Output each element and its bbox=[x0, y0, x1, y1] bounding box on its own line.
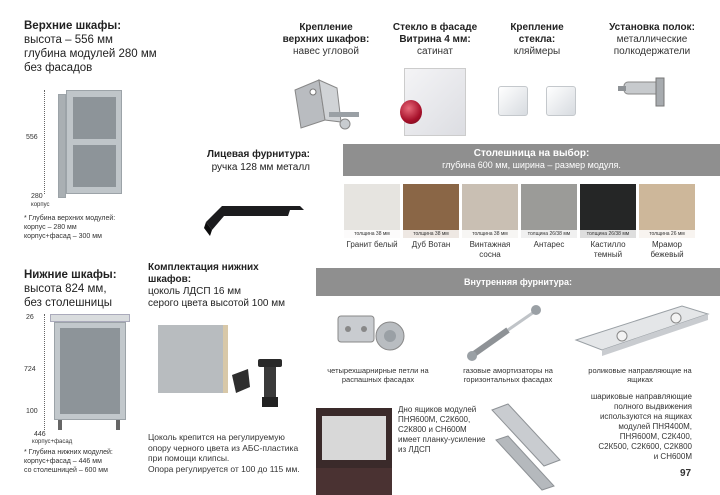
countertop-swatch bbox=[403, 184, 459, 238]
lower-extra: без столешницы bbox=[24, 297, 113, 309]
hinge-image bbox=[330, 302, 410, 362]
gas-strut-image bbox=[464, 302, 554, 362]
swatch-label: Винтажная сосна bbox=[469, 240, 511, 259]
countertop-swatch bbox=[521, 184, 577, 238]
gas-strut-caption: газовые амортизаторы на горизонтальных фасадах bbox=[463, 366, 553, 384]
hinges-caption: четырехшарнирные петли на распашных фасадах bbox=[327, 366, 429, 384]
swatch-label: Дуб Вотан bbox=[411, 240, 451, 249]
handle-caption: Лицевая фурнитура: ручка 128 мм металл bbox=[207, 149, 310, 173]
upper-height: высота – 556 мм bbox=[24, 34, 113, 46]
mount-upper-caption: Крепление верхних шкафов: навес угловой bbox=[282, 22, 370, 57]
upper-dim-height: 556 bbox=[26, 134, 38, 141]
upper-cabinet-image bbox=[66, 90, 122, 194]
drawer-note: Дно ящиков модулей ПНЯ600М, С2К600, С2К800 и СН600М имеет планку-усиление из ЛДСП bbox=[398, 405, 486, 454]
upper-dim-depth-label: корпус bbox=[31, 202, 50, 208]
swatch-thickness: толщина 38 мм bbox=[403, 230, 459, 238]
roller-runner-image bbox=[572, 300, 712, 360]
upper-cabinet-info bbox=[24, 19, 157, 75]
rollers-caption: роликовые направляющие на ящиках bbox=[588, 366, 692, 384]
ball-runner-note: шариковые направляющие полного выдвижения используются на ящиках модулей ПНЯ400М, ПНЯ600М, С2К400, С2К500, С2К600, С2К800 и СН600М bbox=[590, 392, 692, 461]
adjustable-foot-image bbox=[228, 355, 298, 415]
swatch-label: Мрамор бежевый bbox=[650, 240, 684, 259]
corner-hanger-image bbox=[285, 70, 365, 135]
swatch-label: Гранит белый bbox=[346, 240, 398, 249]
clamp-image-2 bbox=[546, 86, 576, 116]
countertop-swatch bbox=[580, 184, 636, 238]
plinth-board-image bbox=[158, 325, 228, 393]
swatch-thickness: толщина 38 мм bbox=[462, 230, 518, 238]
knob-icon bbox=[400, 100, 422, 124]
lower-dim-depth: 446 bbox=[34, 431, 46, 438]
swatch-thickness: толщина 38 мм bbox=[344, 230, 400, 238]
shelf-caption: Установка полок: металлические полкодержатели bbox=[609, 22, 695, 57]
clamp-image-1 bbox=[498, 86, 528, 116]
lower-dim-depth-label: корпус+фасад bbox=[32, 439, 73, 445]
page-number: 97 bbox=[680, 468, 692, 479]
lower-cabinet-info bbox=[24, 268, 117, 310]
swatch-label: Антарес bbox=[533, 240, 565, 249]
upper-depth: глубина модулей 280 мм bbox=[24, 48, 157, 60]
swatch-thickness: толщина 26 мм bbox=[639, 230, 695, 238]
glass-mount-caption: Крепление стекла: кляймеры bbox=[510, 22, 564, 57]
glass-caption: Стекло в фасаде Витрина 4 мм: сатинат bbox=[392, 22, 478, 57]
lower-height: высота 824 мм, bbox=[24, 283, 107, 295]
upper-notes: * Глубина верхних модулей: корпус – 280 мм корпус+фасад – 300 мм bbox=[24, 215, 116, 240]
ball-runner-image bbox=[488, 400, 564, 495]
lower-notes: * Глубина нижних модулей: корпус+фасад – 446 мм со столешницей – 600 мм bbox=[24, 449, 113, 474]
lower-dim-top: 26 bbox=[26, 314, 34, 321]
drawer-image bbox=[316, 392, 392, 495]
lower-cabinet-image bbox=[50, 314, 130, 430]
upper-facades: без фасадов bbox=[24, 62, 93, 74]
handle-image bbox=[200, 196, 310, 246]
countertop-swatch bbox=[639, 184, 695, 238]
countertop-swatch bbox=[462, 184, 518, 238]
countertop-banner: Столешница на выбор: глубина 600 мм, ширина – размер модуля. bbox=[343, 144, 720, 176]
lower-dim-bot: 100 bbox=[26, 408, 38, 415]
upper-dim-depth: 280 bbox=[31, 193, 43, 200]
lower-dim-mid: 724 bbox=[24, 366, 36, 373]
upper-title: Верхние шкафы: bbox=[24, 20, 122, 32]
swatch-label: Кастилло темный bbox=[590, 240, 626, 259]
swatch-thickness: толщина 26/38 мм bbox=[521, 230, 577, 238]
lower-title: Нижние шкафы: bbox=[24, 269, 117, 281]
inner-fittings-banner: Внутренняя фурнитура: bbox=[316, 268, 720, 296]
countertop-swatch bbox=[344, 184, 400, 238]
swatch-thickness: толщина 26/38 мм bbox=[580, 230, 636, 238]
kit-note: Цоколь крепится на регулируемую опору черного цвета из АБС-пластика при помощи клипсы. Опора регулируется от 100 до 115 мм. bbox=[148, 432, 300, 474]
kit-caption: Комплектация нижних шкафов: цоколь ЛДСП 16 мм серого цвета высотой 100 мм bbox=[148, 262, 285, 309]
shelf-holder-image bbox=[618, 72, 674, 112]
